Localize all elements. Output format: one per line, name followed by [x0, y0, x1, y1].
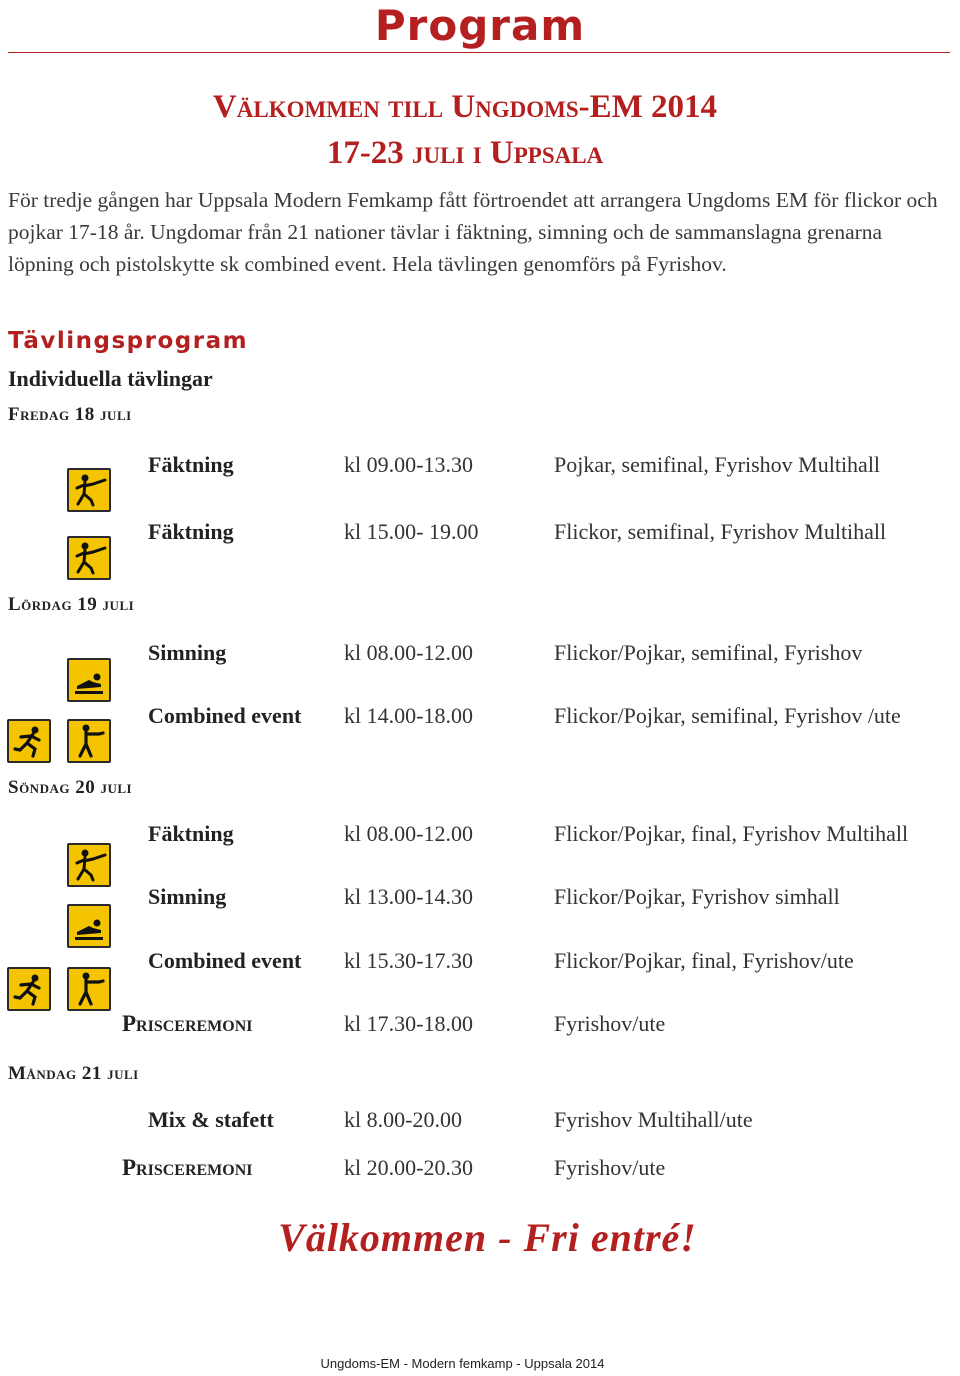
event-row — [0, 1011, 960, 1045]
event-name: Fäktning — [148, 519, 234, 544]
event-row — [0, 1107, 960, 1141]
event-name: Combined event — [148, 948, 302, 973]
event-name: Simning — [148, 640, 227, 665]
welcome-heading-line2: 17-23 juli i Uppsala — [326, 135, 604, 171]
program-heading: Tävlingsprogram — [8, 328, 249, 354]
event-name: Prisceremoni — [122, 1011, 253, 1036]
day-label-mandag: Måndag 21 juli — [8, 1063, 139, 1084]
event-row — [0, 821, 960, 855]
event-place: Fyrishov/ute — [554, 1011, 666, 1036]
event-time: kl 08.00-12.00 — [344, 821, 473, 846]
day-label-lordag: Lördag 19 juli — [8, 594, 135, 615]
event-place: Pojkar, semifinal, Fyrishov Multihall — [554, 452, 881, 477]
event-name: Mix & stafett — [148, 1107, 274, 1132]
event-name: Combined event — [148, 703, 302, 728]
page-footer: Ungdoms-EM - Modern femkamp - Uppsala 2014 — [320, 1356, 605, 1371]
day-label-sondag: Söndag 20 juli — [8, 777, 133, 798]
event-place: Flickor/Pojkar, semifinal, Fyrishov — [554, 640, 863, 665]
event-row — [0, 519, 960, 553]
event-place: Fyrishov/ute — [554, 1155, 666, 1180]
event-place: Flickor/Pojkar, final, Fyrishov Multihall — [554, 821, 909, 846]
event-place: Flickor/Pojkar, Fyrishov simhall — [554, 884, 840, 909]
event-time: kl 09.00-13.30 — [344, 452, 473, 477]
event-place: Flickor/Pojkar, semifinal, Fyrishov /ute — [554, 703, 901, 728]
event-place: Fyrishov Multihall/ute — [554, 1107, 753, 1132]
event-name: Fäktning — [148, 821, 234, 846]
event-name: Prisceremoni — [122, 1155, 253, 1180]
event-place: Flickor, semifinal, Fyrishov Multihall — [554, 519, 887, 544]
page-title: Program — [374, 1, 586, 50]
event-time: kl 08.00-12.00 — [344, 640, 473, 665]
event-row — [0, 703, 960, 737]
intro-paragraph: För tredje gången har Uppsala Modern Femkamp fått förtroendet att arrangera Ungdoms EM för flickor och pojkar 17-18 år. Ungdomar från 21 nationer tävlar i fäktning, simning och de sammanslagna grenarna löpning och pistolskytte sk combined event. Hela tävlingen genomförs på Fyrishov. — [8, 188, 938, 276]
day-label-fredag: Fredag 18 juli — [8, 404, 132, 425]
event-row — [0, 452, 960, 486]
event-time: kl 15.30-17.30 — [344, 948, 473, 973]
program-subheading: Individuella tävlingar — [8, 366, 213, 391]
event-time: kl 13.00-14.30 — [344, 884, 473, 909]
event-row — [0, 948, 960, 982]
title-divider — [8, 52, 950, 53]
closing-message: Välkommen - Fri entré! — [278, 1215, 697, 1260]
event-time: kl 20.00-20.30 — [344, 1155, 473, 1180]
event-name: Simning — [148, 884, 227, 909]
event-row — [0, 884, 960, 918]
welcome-heading-line1: Välkommen till Ungdoms-EM 2014 — [212, 89, 718, 125]
event-row — [0, 1155, 960, 1189]
event-time: kl 8.00-20.00 — [344, 1107, 462, 1132]
event-name: Fäktning — [148, 452, 234, 477]
event-row — [0, 640, 960, 674]
event-time: kl 15.00- 19.00 — [344, 519, 479, 544]
event-place: Flickor/Pojkar, final, Fyrishov/ute — [554, 948, 854, 973]
event-time: kl 17.30-18.00 — [344, 1011, 473, 1036]
event-time: kl 14.00-18.00 — [344, 703, 473, 728]
